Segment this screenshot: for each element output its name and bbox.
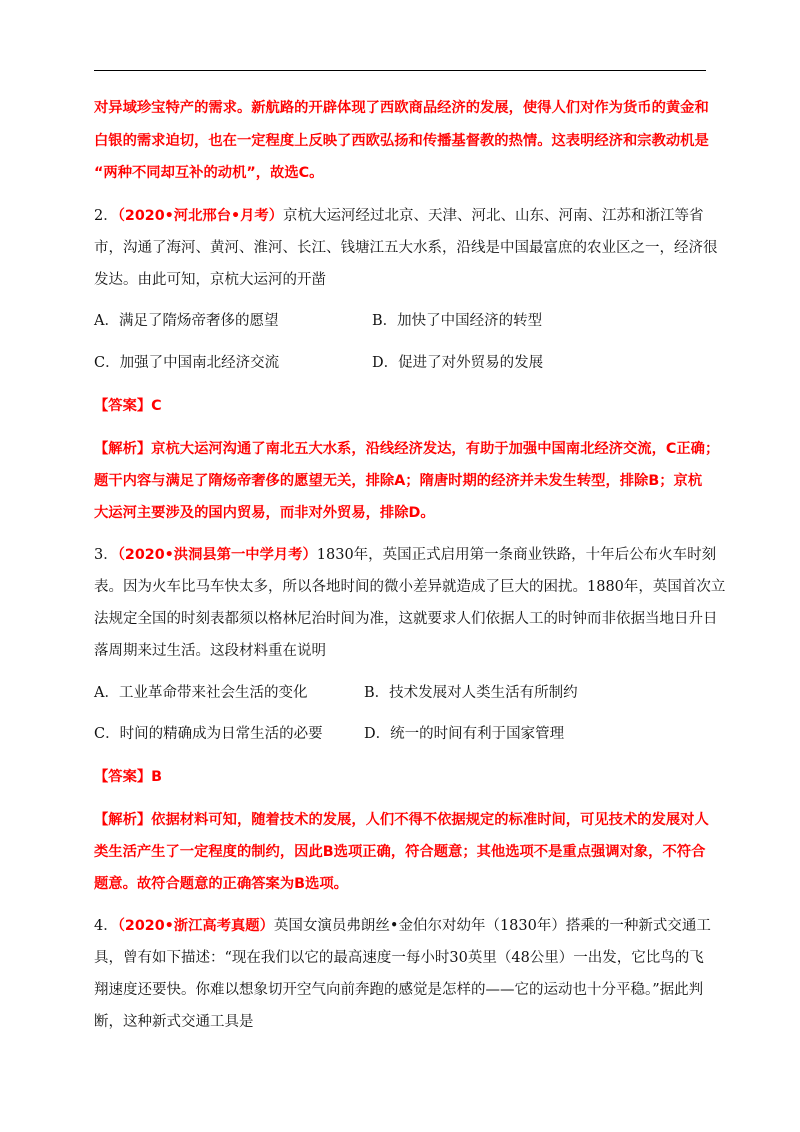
question-source: （2020•洪洞县第一中学月考）: [117, 547, 317, 563]
answer-label: 【答案】B: [94, 769, 163, 785]
option-d: D．统一的时间有利于国家管理: [364, 726, 565, 742]
question-text-line: 断，这种新式交通工具是: [94, 1014, 254, 1030]
question-text-line: 落周期来过生活。这段材料重在说明: [94, 643, 326, 659]
analysis-line: 类生活产生了一定程度的制约，因此B选项正确，符合题意；其他选项不是重点强调对象，不符合: [94, 844, 706, 860]
question-text-line: 发达。由此可知，京杭大运河的开凿: [94, 272, 326, 288]
prev-explanation-line: 对异域珍宝特产的需求。新航路的开辟体现了西欧商品经济的发展，使得人们对作为货币的黄金和: [94, 100, 709, 116]
prev-explanation-line: “两种不同却互补的动机”，故选C。: [94, 165, 324, 181]
question-source: （2020•河北邢台•月考）: [117, 208, 284, 224]
option-a: A．满足了隋炀帝奢侈的愿望: [94, 313, 279, 329]
question-text: 京杭大运河经过北京、天津、河北、山东、河南、江苏和浙江等省: [283, 208, 704, 224]
analysis-line: 【解析】京杭大运河沟通了南北五大水系，沿线经济发达，有助于加强中国南北经济交流，C正确；: [94, 441, 720, 457]
question-text: 1830年，英国正式启用第一条商业铁路，十年后公布火车时刻: [316, 547, 717, 563]
analysis-line: 题意。故符合题意的正确答案为B选项。: [94, 876, 348, 892]
option-c: C．时间的精确成为日常生活的必要: [94, 726, 323, 742]
question-3-stem: [94, 545, 716, 565]
analysis-line: 大运河主要涉及的国内贸易，而非对外贸易，排除D。: [94, 505, 435, 521]
analysis-line: 【解析】依据材料可知，随着技术的发展，人们不得不依据规定的标准时间，可见技术的发展对人: [94, 812, 709, 828]
answer-label: 【答案】C: [94, 398, 162, 414]
option-d: D．促进了对外贸易的发展: [372, 355, 544, 371]
question-number: 3．: [94, 547, 118, 563]
option-a: A．工业革命带来社会生活的变化: [94, 685, 308, 701]
question-4-stem: [94, 916, 711, 936]
question-text-line: 市，沟通了海河、黄河、淮河、长江、钱塘江五大水系，沿线是中国最富庶的农业区之一，经济很: [94, 240, 718, 256]
header-rule: [94, 70, 706, 71]
question-number: 2．: [94, 208, 118, 224]
analysis-line: 题干内容与满足了隋炀帝奢侈的愿望无关，排除A；隋唐时期的经济并未发生转型，排除B；京杭: [94, 473, 703, 489]
question-text-line: 具，曾有如下描述：“现在我们以它的最高速度一每小时30英里（48公里）一出发，它比鸟的飞: [94, 950, 704, 966]
prev-explanation-line: 白银的需求迫切，也在一定程度上反映了西欧弘扬和传播基督教的热情。这表明经济和宗教动机是: [94, 133, 709, 149]
option-b: B．加快了中国经济的转型: [372, 313, 543, 329]
option-c: C．加强了中国南北经济交流: [94, 355, 280, 371]
question-2-stem: [94, 206, 704, 226]
option-b: B．技术发展对人类生活有所制约: [364, 685, 578, 701]
question-text-line: 法规定全国的时刻表都须以格林尼治时间为准，这就要求人们依据人工的时钟而非依据当地日升日: [94, 611, 718, 627]
question-text-line: 表。因为火车比马车快太多，所以各地时间的微小差异就造成了巨大的困扰。1880年，英国首次立: [94, 579, 726, 595]
question-source: （2020•浙江高考真题）: [117, 918, 274, 934]
question-number: 4．: [94, 918, 118, 934]
question-text: 英国女演员弗朗丝•金伯尔对幼年（1830年）搭乘的一种新式交通工: [273, 918, 711, 934]
question-text-line: 翔速度还要快。你难以想象切开空气向前奔跑的感觉是怎样的——它的运动也十分平稳。”据此判: [94, 982, 704, 998]
